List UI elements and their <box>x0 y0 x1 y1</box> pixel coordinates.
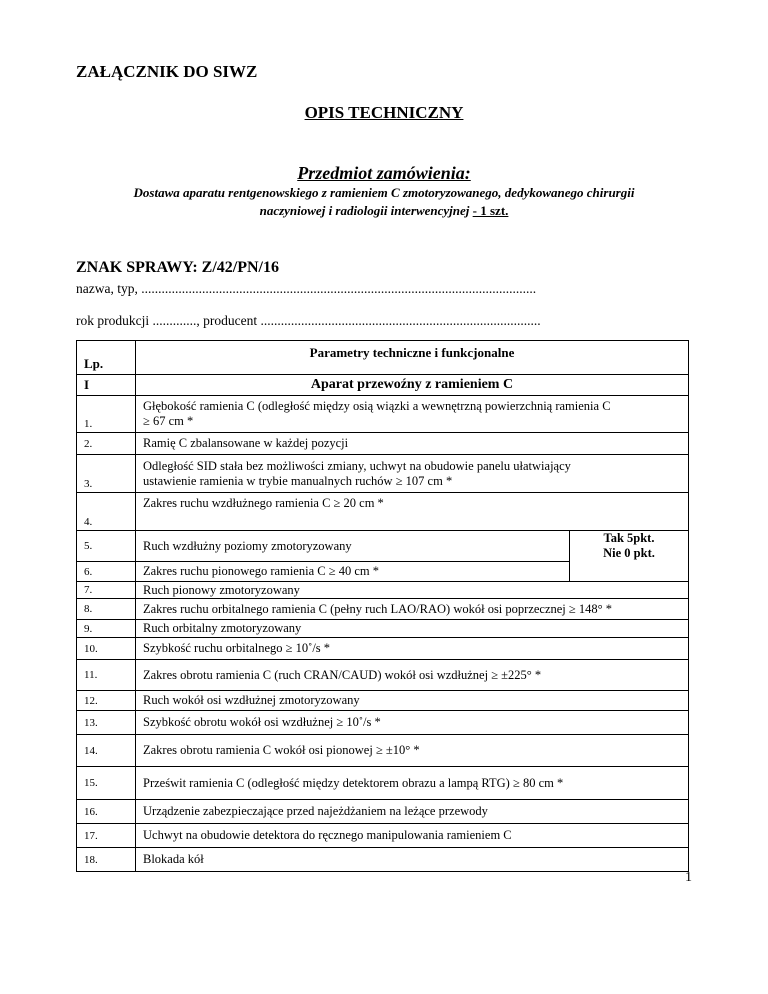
row-text: Ruch orbitalny zmotoryzowany <box>136 620 689 638</box>
table-row <box>77 396 689 433</box>
row-text: Zakres ruchu orbitalnego ramienia C (pełny ruch LAO/RAO) wokół osi poprzecznej ≥ 148° * <box>136 599 689 620</box>
row-lp: 14. <box>77 735 136 767</box>
row-lp: 5. <box>77 531 136 562</box>
table-row <box>77 735 689 767</box>
row-text: Szybkość ruchu orbitalnego ≥ 10˚/s * <box>136 638 689 660</box>
table-row <box>77 767 689 800</box>
row-text: Ruch pionowy zmotoryzowany <box>136 582 689 599</box>
annex-heading: ZAŁĄCZNIK DO SIWZ <box>76 62 258 81</box>
row-lp: 3. <box>77 455 136 493</box>
row-text: Zakres ruchu pionowego ramienia C ≥ 40 cm * <box>136 562 570 582</box>
row-text-line-2: ustawienie ramienia w trybie manualnych ruchów ≥ 107 cm * <box>143 473 453 488</box>
row-lp: 15. <box>77 767 136 800</box>
section-name: Aparat przewoźny z ramieniem C <box>136 375 689 396</box>
table-row <box>77 582 689 599</box>
row-text: Zakres obrotu ramienia C (ruch CRAN/CAUD) wokół osi wzdłużnej ≥ ±225° * <box>136 660 689 691</box>
row-lp: 2. <box>77 433 136 455</box>
score-cell <box>570 531 689 582</box>
row-text: Zakres obrotu ramienia C wokół osi pionowej ≥ ±10° * <box>136 735 689 767</box>
row-lp: 9. <box>77 620 136 638</box>
col-params-header: Parametry techniczne i funkcjonalne <box>136 341 689 375</box>
row-text: Prześwit ramienia C (odległość między detektorem obrazu a lampą RTG) ≥ 80 cm * <box>136 767 689 800</box>
row-lp: 6. <box>77 562 136 582</box>
table-row <box>77 824 689 848</box>
row-lp: 16. <box>77 800 136 824</box>
table-row <box>77 711 689 735</box>
row-text: Szybkość obrotu wokół osi wzdłużnej ≥ 10˚/s * <box>136 711 689 735</box>
description-line-2: naczyniowej i radiologii interwencyjnej <box>259 203 470 218</box>
row-text: Ruch wzdłużny poziomy zmotoryzowany <box>136 531 570 562</box>
col-lp-header: Lp. <box>77 341 136 375</box>
row-lp: 12. <box>77 691 136 711</box>
row-text <box>136 455 689 493</box>
table-row <box>77 620 689 638</box>
row-lp: 4. <box>77 493 136 531</box>
table-header-row <box>77 341 689 375</box>
row-lp: 1. <box>77 396 136 433</box>
description-line-1: Dostawa aparatu rentgenowskiego z ramieniem C zmotoryzowanego, dedykowanego chirurgii <box>133 185 635 200</box>
table-row <box>77 638 689 660</box>
name-type-field: nazwa, typ, ..................................................................................................................... <box>76 281 537 296</box>
document-title: OPIS TECHNICZNY <box>304 103 464 122</box>
table-row <box>77 848 689 872</box>
row-lp: 8. <box>77 599 136 620</box>
row-text-line-2: ≥ 67 cm * <box>143 414 194 428</box>
row-text: Blokada kół <box>136 848 689 872</box>
section-row <box>77 375 689 396</box>
spec-table <box>76 340 689 872</box>
table-row <box>77 599 689 620</box>
row-lp: 18. <box>77 848 136 872</box>
year-producer-field: rok produkcji ............., producent ................................................................................... <box>76 313 541 328</box>
table-row <box>77 531 689 562</box>
table-row <box>77 691 689 711</box>
row-lp: 11. <box>77 660 136 691</box>
row-text <box>136 396 689 433</box>
subject-label: Przedmiot zamówienia: <box>297 163 471 183</box>
row-text-line-1: Głębokość ramienia C (odległość między osią wiązki a wewnętrzną powierzchnią ramienia C <box>143 399 611 413</box>
subject-description <box>90 184 678 220</box>
row-text: Uchwyt na obudowie detektora do ręcznego manipulowania ramieniem C <box>136 824 689 848</box>
table-row <box>77 660 689 691</box>
row-lp: 7. <box>77 582 136 599</box>
table-row <box>77 455 689 493</box>
quantity: - 1 szt. <box>472 203 509 218</box>
row-text: Urządzenie zabezpieczające przed najeżdżaniem na leżące przewody <box>136 800 689 824</box>
score-no: Nie 0 pkt. <box>603 546 655 560</box>
row-text-line-1: Odległość SID stała bez możliwości zmiany, uchwyt na obudowie panelu ułatwiający <box>143 458 571 473</box>
row-lp: 10. <box>77 638 136 660</box>
row-lp: 17. <box>77 824 136 848</box>
section-lp: I <box>77 375 136 396</box>
table-row <box>77 800 689 824</box>
page-number: 1 <box>685 870 692 885</box>
table-row <box>77 433 689 455</box>
table-row <box>77 493 689 531</box>
row-text: Ruch wokół osi wzdłużnej zmotoryzowany <box>136 691 689 711</box>
row-lp: 13. <box>77 711 136 735</box>
case-number: ZNAK SPRAWY: Z/42/PN/16 <box>76 259 279 276</box>
row-text: Zakres ruchu wzdłużnego ramienia C ≥ 20 cm * <box>136 493 689 531</box>
score-yes: Tak 5pkt. <box>603 531 655 545</box>
row-text: Ramię C zbalansowane w każdej pozycji <box>136 433 689 455</box>
